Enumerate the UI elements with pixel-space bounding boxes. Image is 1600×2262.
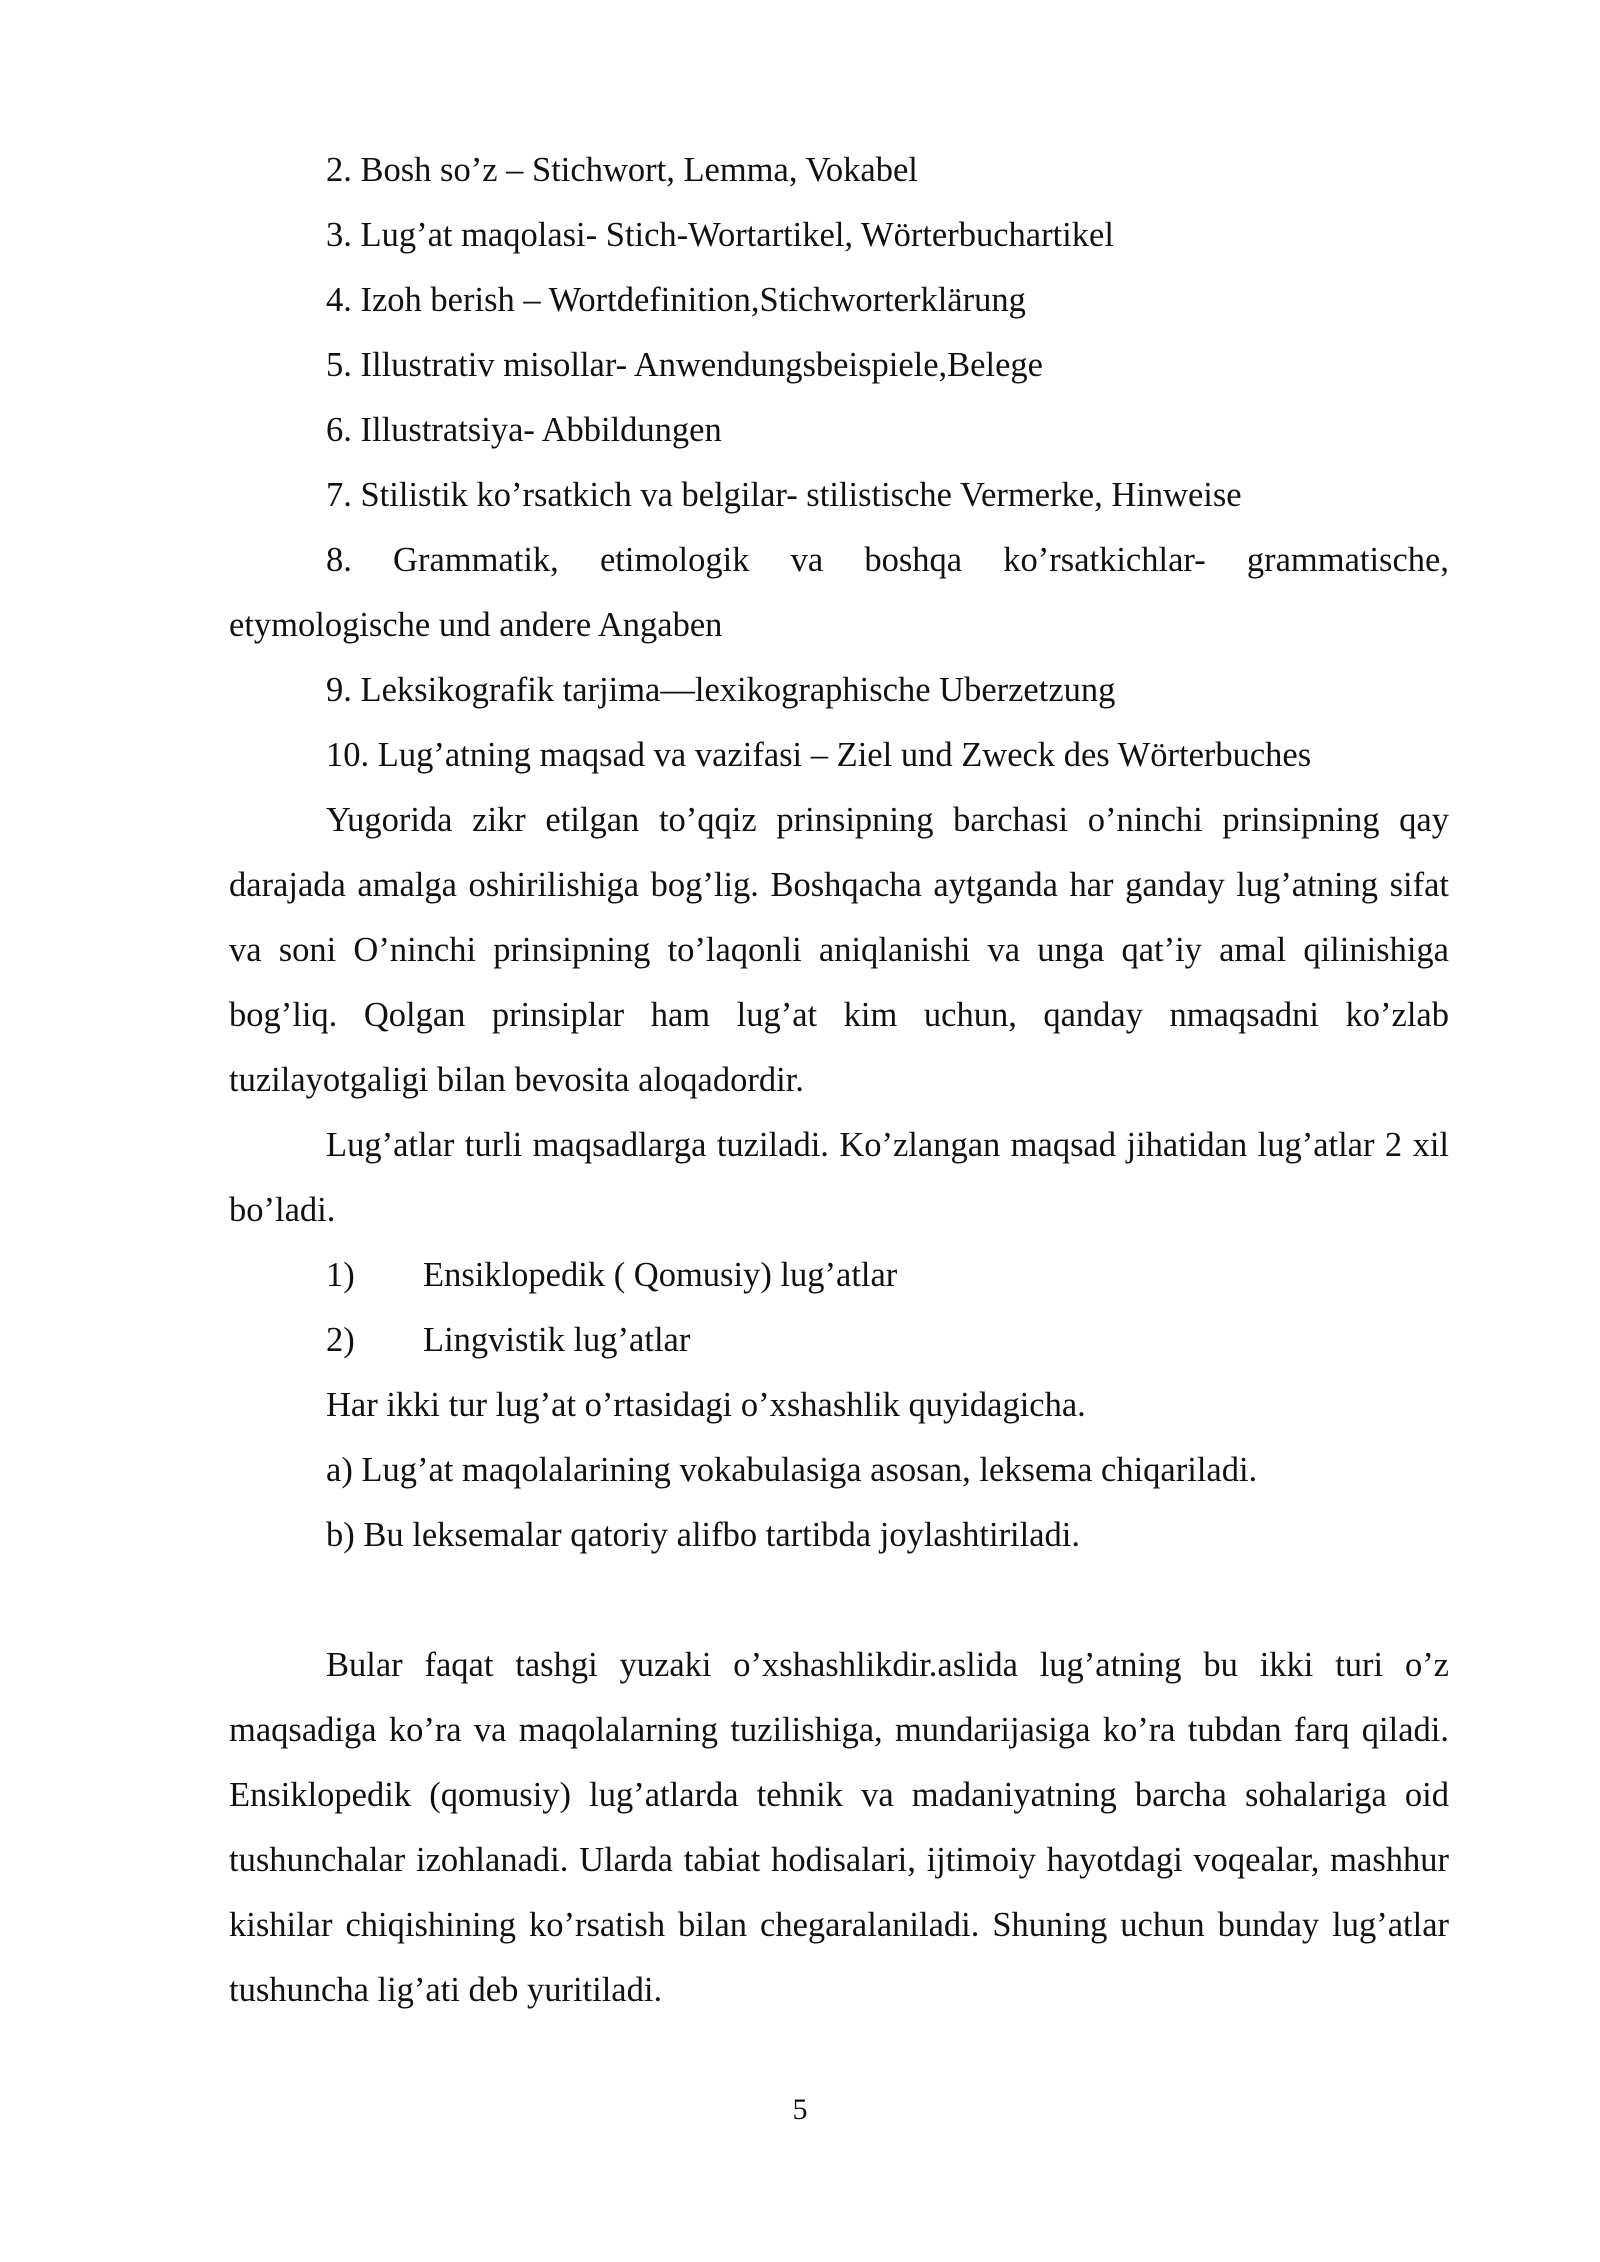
paragraph-principles: Yugorida zikr etilgan to’qqiz prinsipning barchasi o’ninchi prinsipning qay darajada amalga oshirilishiga bog’lig. Boshqacha aytganda har ganday lug’atning sifat va soni O’ninchi prinsipning to’laqonli aniqlanishi va unga qat’iy amal qilinishiga bog’liq. Qolgan prinsiplar ham lug’at kim uchun, qanday nmaqsadni ko’zlab tuzilayotgaligi bilan bevosita aloqadordir. bbox=[229, 801, 1449, 1099]
term-item: 8. Grammatik, etimologik va boshqa ko’rsatkichlar- grammatische, etymologische und andere Angaben bbox=[229, 541, 1449, 644]
term-item: 3. Lug’at maqolasi- Stich-Wortartikel, Wörterbuchartikel bbox=[326, 216, 1114, 254]
paragraph-types: Lug’atlar turli maqsadlarga tuziladi. Ko’zlangan maqsad jihatidan lug’atlar 2 xil bo’ladi. bbox=[229, 1126, 1449, 1229]
term-item: 6. Illustratsiya- Abbildungen bbox=[326, 411, 722, 449]
list-text: Lingvistik lug’atlar bbox=[423, 1321, 691, 1359]
list-number: 2) bbox=[326, 1321, 355, 1359]
term-item: 5. Illustrativ misollar- Anwendungsbeispiele,Belege bbox=[326, 346, 1043, 384]
similarity-item-a: a) Lug’at maqolalarining vokabulasiga asosan, leksema chiqariladi. bbox=[326, 1451, 1258, 1489]
similarity-item-b: b) Bu leksemalar qatoriy alifbo tartibda joylashtiriladi. bbox=[326, 1516, 1080, 1554]
term-item: 10. Lug’atning maqsad va vazifasi – Ziel und Zweck des Wörterbuches bbox=[326, 736, 1312, 774]
types-list-item bbox=[229, 1243, 1449, 1308]
list-number: 1) bbox=[326, 1256, 355, 1294]
blank-line bbox=[229, 1568, 1449, 1633]
similarity-intro: Har ikki tur lug’at o’rtasidagi o’xshashlik quyidagicha. bbox=[326, 1386, 1086, 1424]
types-list-item bbox=[229, 1308, 1449, 1373]
page-number: 5 bbox=[792, 2093, 808, 2126]
term-item: 7. Stilistik ko’rsatkich va belgilar- stilistische Vermerke, Hinweise bbox=[326, 476, 1242, 514]
document-page bbox=[229, 138, 1449, 2023]
term-item: 9. Leksikografik tarjima—lexikographische Uberzetzung bbox=[326, 671, 1116, 709]
term-item: 2. Bosh so’z – Stichwort, Lemma, Vokabel bbox=[326, 151, 918, 189]
paragraph-difference: Bular faqat tashgi yuzaki o’xshashlikdir.aslida lug’atning bu ikki turi o’z maqsadiga ko’ra va maqolalarning tuzilishiga, mundarijasiga ko’ra tubdan farq qiladi. Ensiklopedik (qomusiy) lug’atlarda tehnik va madaniyatning barcha sohalariga oid tushunchalar izohlanadi. Ularda tabiat hodisalari, ijtimoiy hayotdagi voqealar, mashhur kishilar chiqishining ko’rsatish bilan chegaralaniladi. Shuning uchun bunday lug’atlar tushuncha lig’ati deb yuritiladi. bbox=[229, 1646, 1449, 2009]
term-item: 4. Izoh berish – Wortdefinition,Stichworterklärung bbox=[326, 281, 1026, 319]
list-text: Ensiklopedik ( Qomusiy) lug’atlar bbox=[423, 1256, 898, 1294]
